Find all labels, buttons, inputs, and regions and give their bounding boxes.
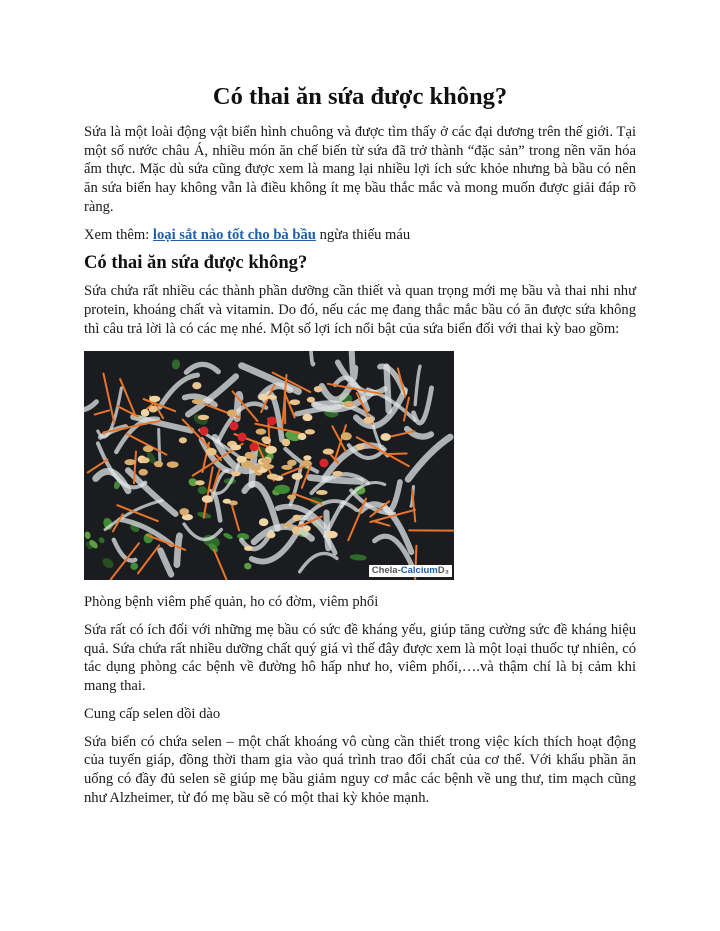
peanut bbox=[198, 415, 209, 420]
see-also-line bbox=[84, 226, 636, 245]
peanut bbox=[343, 401, 354, 407]
peanut bbox=[139, 469, 148, 476]
peanut bbox=[292, 527, 301, 535]
peanut bbox=[303, 526, 311, 532]
peanut bbox=[341, 433, 352, 441]
watermark-suffix: D₃ bbox=[437, 565, 449, 577]
peanut bbox=[223, 499, 232, 504]
peanut bbox=[282, 439, 290, 447]
section-intro-paragraph: Sứa chứa rất nhiều các thành phần dưỡng cần thiết và quan trọng mới mẹ bầu và thai nhi như protein, khoáng chất và vitamin. Do đó, nếu các mẹ đang thắc mắc bầu có ăn được sứa không thì câu trả lời là có các mẹ nhé. Một số lợi ích nổi bật của sứa biển đối với thai kỳ bao gồm: bbox=[84, 283, 636, 337]
peanut bbox=[356, 444, 365, 450]
peanut bbox=[292, 515, 301, 521]
peanut bbox=[246, 454, 256, 460]
peanut bbox=[303, 456, 311, 461]
peanut bbox=[227, 410, 237, 418]
page-title: Có thai ăn sứa được không? bbox=[212, 83, 508, 110]
peanut bbox=[307, 397, 315, 403]
peanut bbox=[298, 433, 306, 440]
image-watermark bbox=[369, 565, 452, 577]
peanut bbox=[143, 446, 154, 453]
section-heading: Có thai ăn sứa được không? bbox=[84, 252, 308, 274]
peanut bbox=[202, 496, 213, 504]
intro-paragraph: Sứa là một loài động vật biển hình chuông và được tìm thấy ở các đại dương trên thế giới. Tại một số nước châu Á, nhiều món ăn chế biến từ sứa đã trở thành “đặc sản” trong nền văn hóa ẩm thực. Mặc dù sứa cũng được xem là mang lại nhiều lợi ích sức khỏe nhưng bà bầu có nên ăn sứa biển hay không vẫn là điều không ít mẹ bầu thắc mắc và mong muốn được giải đáp rõ ràng. bbox=[84, 124, 636, 215]
peanut bbox=[167, 462, 179, 469]
peanut bbox=[259, 394, 269, 401]
peanut bbox=[256, 429, 267, 435]
peanut bbox=[179, 438, 187, 444]
peanut bbox=[231, 471, 241, 476]
peanut bbox=[283, 523, 292, 528]
peanut bbox=[316, 490, 328, 495]
benefit-2-title: Cung cấp selen dồi dào bbox=[84, 705, 221, 722]
peanut bbox=[236, 456, 246, 463]
benefit-1-title: Phòng bệnh viêm phế quản, ho có đờm, viêm phổi bbox=[84, 594, 379, 611]
salad-illustration bbox=[84, 351, 454, 580]
peanut bbox=[263, 464, 274, 469]
peanut bbox=[154, 461, 163, 467]
peanut bbox=[332, 471, 342, 476]
peanut bbox=[268, 395, 277, 400]
peanut bbox=[314, 386, 323, 392]
peanut bbox=[267, 532, 276, 539]
peanut bbox=[244, 546, 253, 551]
peanut bbox=[323, 449, 334, 455]
chili-piece bbox=[320, 459, 329, 468]
peanut bbox=[140, 458, 149, 464]
chili-piece bbox=[200, 427, 209, 436]
watermark-prefix: Chela- bbox=[371, 565, 401, 577]
peanut bbox=[301, 460, 312, 466]
peanut bbox=[260, 458, 270, 464]
carrot-shred bbox=[385, 454, 407, 455]
document-page bbox=[84, 82, 636, 816]
peanut bbox=[287, 495, 296, 500]
peanut bbox=[265, 446, 277, 454]
peanut bbox=[141, 409, 149, 417]
see-also-prefix: Xem thêm: bbox=[84, 226, 150, 243]
chili-piece bbox=[268, 417, 277, 426]
peanut bbox=[206, 448, 217, 456]
jellyfish-strip bbox=[159, 430, 161, 466]
chili-piece bbox=[238, 433, 247, 442]
peanut bbox=[289, 400, 300, 406]
jellyfish-strip bbox=[310, 478, 361, 482]
see-also-suffix: ngừa thiếu máu bbox=[319, 226, 411, 243]
peanut bbox=[250, 465, 261, 471]
peanut bbox=[292, 473, 303, 480]
jellyfish-strip bbox=[352, 351, 356, 378]
peanut bbox=[281, 465, 292, 470]
peanut bbox=[326, 531, 338, 538]
peanut bbox=[303, 414, 313, 421]
watermark-brand: Calcium bbox=[400, 565, 438, 577]
jellyfish-salad-photo bbox=[84, 351, 454, 580]
chili-piece bbox=[230, 422, 239, 431]
peanut bbox=[363, 417, 373, 424]
peanut bbox=[149, 406, 158, 413]
peanut bbox=[267, 474, 278, 480]
peanut bbox=[124, 460, 135, 466]
peanut bbox=[259, 519, 269, 527]
peanut bbox=[305, 430, 315, 435]
peanut bbox=[380, 433, 390, 441]
benefit-1-text: Sứa rất có ích đối với những mẹ bầu có sức đề kháng yếu, giúp tăng cường sức đề kháng hiệu quả. Sứa chứa rất nhiều dưỡng chất quý giá vì thế đây được xem là một loại thuốc tự nhiên, có tác dụng phòng các bệnh về đường hô hấp như ho, viêm phổi,….và thậm chí là bị cảm khi mang thai. bbox=[84, 622, 636, 695]
chili-piece bbox=[250, 443, 259, 452]
iron-supplement-link[interactable]: loại sắt nào tốt cho bà bầu bbox=[152, 226, 316, 243]
peanut bbox=[192, 399, 203, 404]
jellyfish-strip bbox=[177, 536, 180, 565]
peanut bbox=[179, 508, 189, 515]
peanut bbox=[149, 396, 160, 402]
peanut bbox=[192, 382, 201, 389]
peanut bbox=[261, 437, 269, 443]
benefit-2-text: Sứa biển có chứa selen – một chất khoáng vô cùng cần thiết trong việc kích thích hoạt động của tuyến giáp, đồng thời tham gia vào quá trình trao đổi chất của cơ thể. Với khẩu phần ăn uống có đầy đủ selen sẽ giúp mẹ bầu giảm nguy cơ mắc các bệnh về ung thư, tim mạch cũng như Alzheimer, từ đó mẹ bầu sẽ có một thai kỳ khỏe mạnh. bbox=[84, 733, 636, 806]
peanut bbox=[230, 445, 241, 451]
jellyfish-strip bbox=[326, 513, 328, 549]
peanut bbox=[195, 481, 205, 486]
